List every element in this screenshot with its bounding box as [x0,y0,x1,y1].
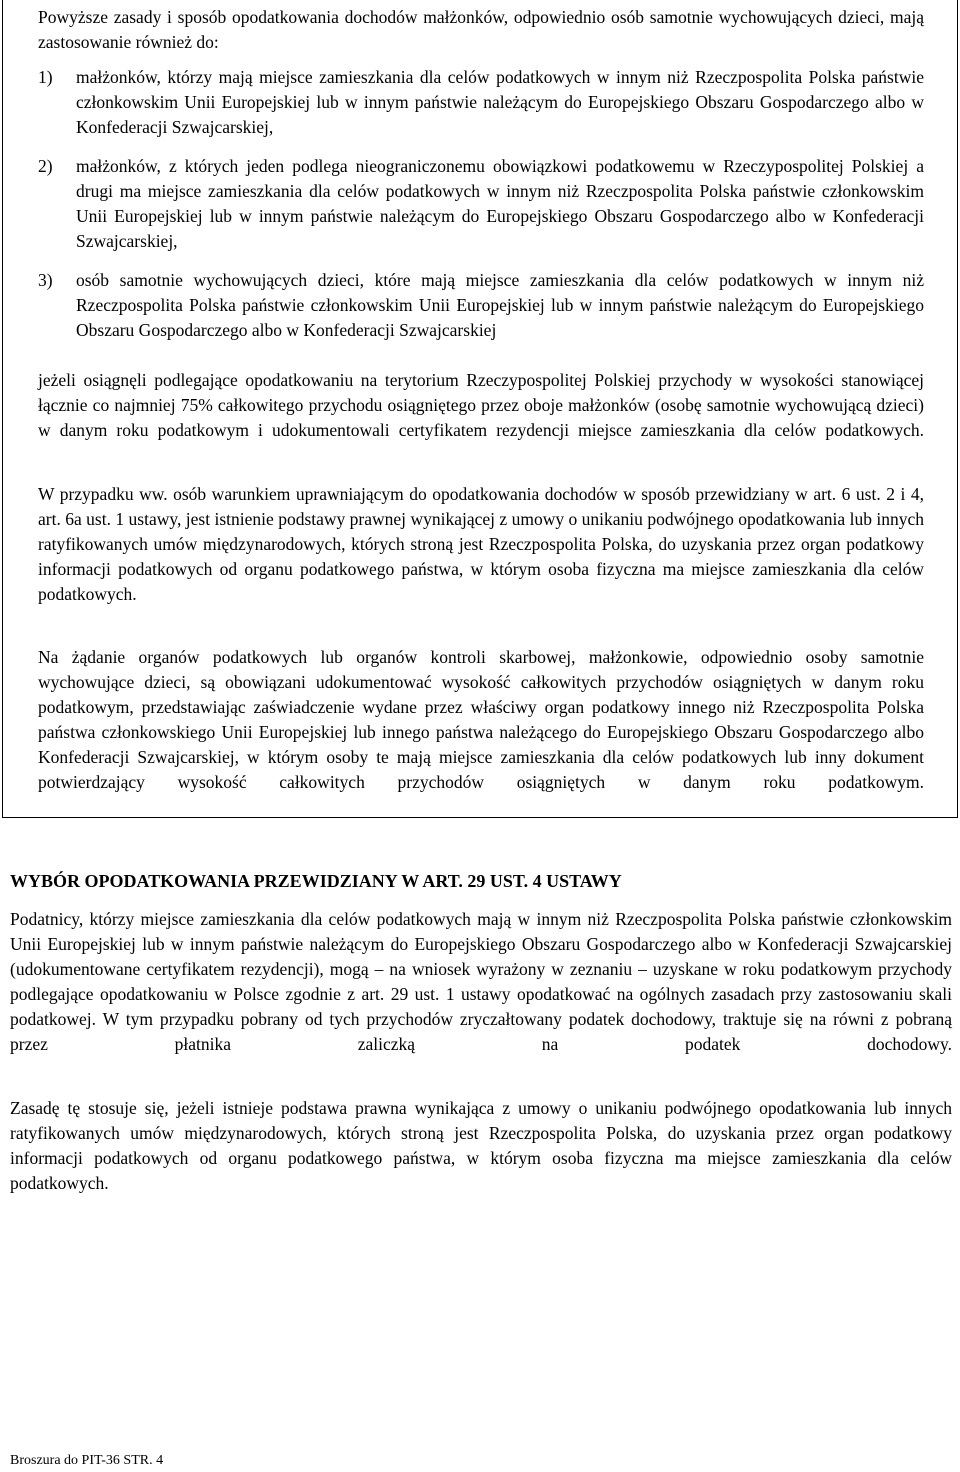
list-text: osób samotnie wychowujących dzieci, które mają miejsce zamieszkania dla celów podatkowych w innym niż Rzeczpospolita Polska państwie członkowskim Unii Europejskiej lub w innym państwie należącym do Europejskiego Obszaru Gospodarczego albo w Konfederacji Szwajcarskiej [76,270,924,340]
condition-paragraph: jeżeli osiągnęli podlegające opodatkowaniu na terytorium Rzeczypospolitej Polskiej przychody w wysokości stanowiącej łącznie co najmniej 75% całkowitego przychodu osiągniętego przez oboje małżonków (osobę samotnie wychowującą dzieci) w danym roku podatkowym i udokumentowali certyfikatem rezydencji miejsce zamieszkania dla celów podatkowych. [38,370,924,440]
list-number: 2) [38,156,53,176]
paragraph-request: Na żądanie organów podatkowych lub organów kontroli skarbowej, małżonkowie, odpowiednio osoby samotnie wychowujące dzieci, są obowiązani udokumentować wysokość całkowitych przychodów osiągniętych w danym roku podatkowym, przedstawiając zaświadczenie wydane przez właściwy organ podatkowy innego niż Rzeczpospolita Polska państwa członkowskiego Unii Europejskiej lub innego państwa należącego do Europejskiego Obszaru Gospodarczego albo Konfederacji Szwajcarskiej, w którym osoby te mają miejsce zamieszkania dla celów podatkowych lub inny dokument potwierdzający wysokość całkowitych przychodów osiągniętych w danym roku podatkowym. [38,647,924,792]
paragraph-taxpayers: Podatnicy, którzy miejsce zamieszkania dla celów podatkowych mają w innym niż Rzeczpospolita Polska państwie członkowskim Unii Europejskiej lub w innym państwie należącym do Europejskiego Obszaru Gospodarczego albo w Konfederacji Szwajcarskiej (udokumentowane certyfikatem rezydencji), mogą – na wniosek wyrażony w zeznaniu – uzyskane w roku podatkowym przychody podlegające opodatkowaniu w Polsce zgodnie z art. 29 ust. 1 ustawy opodatkować na ogólnych zasadach przy zastosowaniu skali podatkowej. W tym przypadku pobrany od tych przychodów zryczałtowany podatek dochodowy, traktuje się na równi z pobraną przez płatnika zaliczką na podatek dochodowy. [10,909,952,1054]
list-item-3 [38,268,924,343]
list-text: małżonków, którzy mają miejsce zamieszkania dla celów podatkowych w innym niż Rzeczpospolita Polska państwie członkowskim Unii Europejskiej lub w innym państwie należącym do Europejskiego Obszaru Gospodarczego albo w Konfederacji Szwajcarskiej, [76,67,924,137]
list-number: 1) [38,67,53,87]
section-heading: WYBÓR OPODATKOWANIA PRZEWIDZIANY W ART. 29 UST. 4 USTAWY [10,871,622,891]
paragraph-rule: Zasadę tę stosuje się, jeżeli istnieje podstawa prawna wynikająca z umowy o unikaniu podwójnego opodatkowania lub innych ratyfikowanych umów międzynarodowych, których stroną jest Rzeczpospolita Polska, do uzyskania przez organ podatkowy informacji podatkowych od organu podatkowego państwa, w którym osoba fizyczna ma miejsce zamieszkania dla celów podatkowych. [10,1098,952,1193]
list-item-1 [38,65,924,140]
page-footer: Broszura do PIT-36 STR. 4 [10,1453,164,1468]
intro-paragraph: Powyższe zasady i sposób opodatkowania dochodów małżonków, odpowiednio osób samotnie wychowujących dzieci, mają zastosowanie również do: [38,7,924,52]
list-item-2 [38,154,924,254]
list-text: małżonków, z których jeden podlega nieograniczonemu obowiązkowi podatkowemu w Rzeczypospolitej Polskiej a drugi ma miejsce zamieszkania dla celów podatkowych w innym niż Rzeczpospolita Polska państwie członkowskim Unii Europejskiej lub w innym państwie należącym do Europejskiego Obszaru Gospodarczego albo w Konfederacji Szwajcarskiej, [76,156,924,251]
paragraph-ww: W przypadku ww. osób warunkiem uprawniającym do opodatkowania dochodów w sposób przewidziany w art. 6 ust. 2 i 4, art. 6a ust. 1 ustawy, jest istnienie podstawy prawnej wynikającej z umowy o unikaniu podwójnego opodatkowania lub innych ratyfikowanych umów międzynarodowych, których stroną jest Rzeczpospolita Polska, do uzyskania przez organ podatkowy informacji podatkowych od organu podatkowego państwa, w którym osoba fizyczna ma miejsce zamieszkania dla celów podatkowych. [38,484,924,604]
list-number: 3) [38,270,53,290]
